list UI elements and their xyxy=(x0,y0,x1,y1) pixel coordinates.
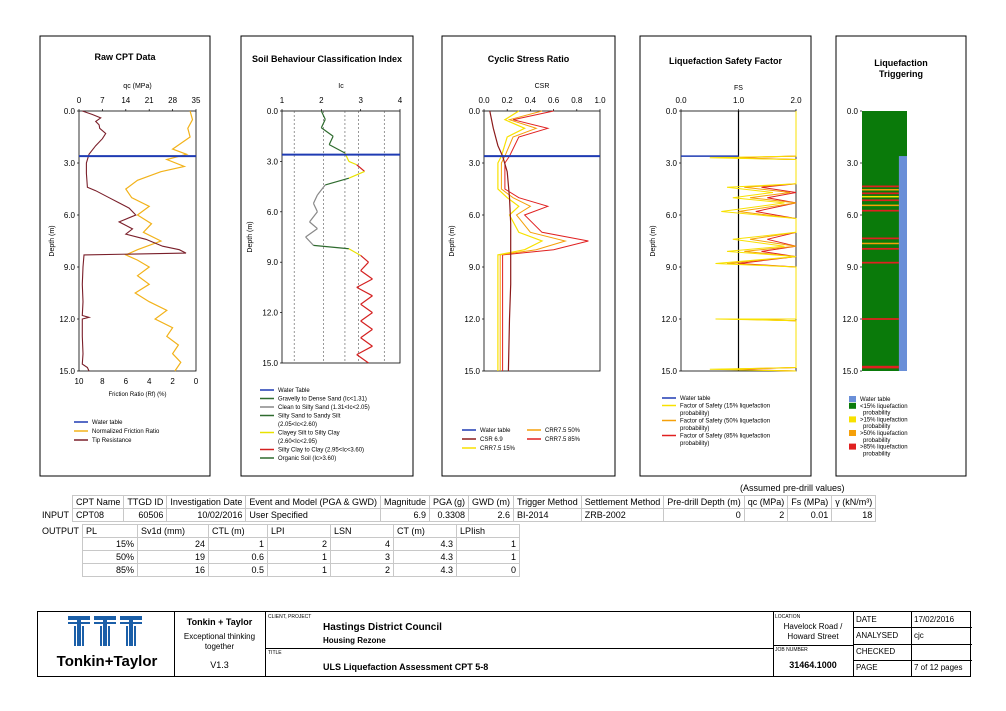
top-axis-label: FS xyxy=(734,85,743,92)
tagline-line2: together xyxy=(204,642,235,651)
input-value-cell: 18 xyxy=(832,509,876,522)
ic-segment xyxy=(310,212,318,222)
legend-item-ic: Clean to Silty Sand (1.31<Ic<2.05) xyxy=(278,405,370,411)
ic-segment xyxy=(361,262,369,270)
ic-segment xyxy=(357,165,365,172)
logo-text: Tonkin+Taylor xyxy=(56,653,158,670)
plot-area xyxy=(79,111,196,371)
date-value: 17/02/2016 xyxy=(914,615,955,624)
spacer-cell xyxy=(39,496,73,509)
input-value-cell: BI-2014 xyxy=(514,509,582,522)
depth-axis-label: Depth (m) xyxy=(247,221,254,253)
triggering-band xyxy=(862,243,899,245)
legend-item-trigger: <15% liquefaction xyxy=(860,403,908,410)
input-value-cell: 0 xyxy=(664,509,745,522)
output-table xyxy=(39,524,520,577)
triggering-band xyxy=(862,238,899,240)
output-row-label: OUTPUT xyxy=(42,526,79,536)
legend-item-trigger: Water table xyxy=(860,397,891,403)
fs50-line xyxy=(721,111,796,371)
input-value-cell: 6.9 xyxy=(380,509,429,522)
top-axis-label: qc (MPa) xyxy=(123,83,152,90)
ic-segment xyxy=(361,255,369,262)
ic-segment xyxy=(361,321,373,329)
triggering-band xyxy=(862,199,899,201)
output-header-cell: LPI xyxy=(268,525,331,538)
company-name: Tonkin + Taylor xyxy=(186,617,253,627)
location-line1: Havelock Road / xyxy=(783,622,843,631)
legend-crr50: CRR7.5 50% xyxy=(545,428,581,434)
top-tick-label: 14 xyxy=(121,96,131,105)
legend-item-ic: (2.05<Ic<2.60) xyxy=(278,422,318,428)
triggering-band xyxy=(862,248,899,250)
output-value-cell: 19 xyxy=(138,551,209,564)
depth-tick-label: 3.0 xyxy=(63,159,75,168)
input-header-cell: Settlement Method xyxy=(581,496,664,509)
output-header-cell: Sv1d (mm) xyxy=(138,525,209,538)
crr15-line xyxy=(498,111,542,371)
depth-tick-label: 12.0 xyxy=(464,315,480,324)
top-tick-label: 0.6 xyxy=(548,96,560,105)
legend-item-ic: Silty Clay to Clay (2.95<Ic<3.60) xyxy=(278,447,365,454)
depth-tick-label: 6.0 xyxy=(266,207,278,217)
depth-axis-label: Depth (m) xyxy=(650,225,657,257)
depth-tick-label: 9.0 xyxy=(266,258,278,268)
legend-tip-resistance: Tip Resistance xyxy=(92,438,132,444)
output-value-cell: 4.3 xyxy=(394,551,457,564)
triggering-band xyxy=(862,189,899,191)
depth-tick-label: 0.0 xyxy=(665,107,677,116)
bottom-tick-label: 4 xyxy=(146,377,152,386)
output-value-cell: 1 xyxy=(268,551,331,564)
bottom-tick-label: 0 xyxy=(193,377,199,386)
output-header-cell: CT (m) xyxy=(394,525,457,538)
legend-item-trigger-swatch xyxy=(849,403,856,409)
legend-crr15: CRR7.5 15% xyxy=(480,446,516,452)
output-row xyxy=(39,538,520,551)
output-value-cell: 4.3 xyxy=(394,564,457,577)
output-value-cell: 4.3 xyxy=(394,538,457,551)
tonkin-taylor-logo xyxy=(60,614,152,652)
spacer-cell xyxy=(39,538,83,551)
ic-segment xyxy=(329,145,345,153)
input-value-cell: 10/02/2016 xyxy=(167,509,246,522)
ic-segment xyxy=(325,178,349,185)
input-header-cell: Pre-drill Depth (m) xyxy=(664,496,745,509)
ic-segment xyxy=(361,304,373,312)
legend-item-trigger-swatch xyxy=(849,396,856,402)
legend-item-fs: probability) xyxy=(680,441,710,447)
title-label: TITLE xyxy=(268,650,282,656)
bottom-tick-label: 8 xyxy=(100,377,105,386)
depth-tick-label: 12.0 xyxy=(59,315,75,324)
depth-tick-label: 3.0 xyxy=(846,159,858,168)
ic-segment xyxy=(313,203,317,211)
bottom-tick-label: 2 xyxy=(170,377,175,386)
input-header-cell: γ (kN/m³) xyxy=(832,496,876,509)
water-table-bar xyxy=(899,156,907,371)
legend-item-fs: probability) xyxy=(680,426,710,432)
triggering-band xyxy=(862,205,899,207)
legend-item-fs: Factor of Safety (50% liquefaction xyxy=(680,418,771,425)
depth-tick-label: 15.0 xyxy=(661,367,677,376)
output-value-cell: 4 xyxy=(331,538,394,551)
panel-title: Cyclic Stress Ratio xyxy=(487,54,570,64)
panel-title: Liquefaction Safety Factor xyxy=(668,56,783,66)
input-header-cell: GWD (m) xyxy=(469,496,514,509)
output-value-cell: 2 xyxy=(331,564,394,577)
ic-segment xyxy=(349,161,357,164)
depth-tick-label: 9.0 xyxy=(468,263,480,272)
output-value-cell: 0.5 xyxy=(209,564,268,577)
legend-item-trigger-swatch xyxy=(849,416,856,422)
depth-tick-label: 6.0 xyxy=(468,211,480,220)
top-tick-label: 0.0 xyxy=(675,96,687,105)
input-row-label: INPUT xyxy=(42,510,69,520)
output-header-cell: PL xyxy=(83,525,138,538)
depth-tick-label: 9.0 xyxy=(846,263,858,272)
legend-item-trigger-swatch xyxy=(849,444,856,450)
crr85-line xyxy=(503,111,589,371)
top-tick-label: 1 xyxy=(279,96,285,105)
top-tick-label: 0.8 xyxy=(571,96,583,105)
ic-segment xyxy=(361,313,373,321)
output-row xyxy=(39,564,520,577)
output-value-cell: 2 xyxy=(268,538,331,551)
ic-segment xyxy=(306,237,314,245)
ic-segment xyxy=(310,222,318,229)
job-number: 31464.1000 xyxy=(789,660,837,670)
tip-resistance-line xyxy=(82,111,186,371)
page-value: 7 of 12 pages xyxy=(914,663,963,672)
top-tick-label: 0.4 xyxy=(524,96,536,105)
ic-segment xyxy=(313,195,317,203)
input-header-cell: CPT Name xyxy=(73,496,124,509)
top-axis-label: Ic xyxy=(338,83,344,90)
crr50-line xyxy=(500,111,565,371)
legend-item-trigger: >50% liquefaction xyxy=(860,431,908,437)
input-value-cell: 60506 xyxy=(124,509,167,522)
output-value-cell: 1 xyxy=(268,564,331,577)
output-value-cell: 0 xyxy=(457,564,520,577)
input-value-cell: ZRB-2002 xyxy=(581,509,664,522)
legend-item-trigger: >85% liquefaction xyxy=(860,444,908,451)
output-value-cell: 1 xyxy=(209,538,268,551)
output-value-cell: 50% xyxy=(83,551,138,564)
input-value-cell: User Specified xyxy=(246,509,381,522)
legend-item-ic: Water Table xyxy=(278,388,310,394)
ic-segment xyxy=(306,229,318,237)
top-tick-label: 1.0 xyxy=(732,96,745,105)
legend-item-ic: Gravelly to Dense Sand (Ic<1.31) xyxy=(278,396,367,403)
top-tick-label: 28 xyxy=(168,96,178,105)
spacer-cell xyxy=(39,551,83,564)
input-value-cell: 0.3308 xyxy=(429,509,468,522)
depth-tick-label: 0.0 xyxy=(468,107,480,116)
fs15-line xyxy=(710,111,796,371)
depth-tick-label: 3.0 xyxy=(468,159,480,168)
spacer-cell xyxy=(39,564,83,577)
project-name: Housing Rezone xyxy=(323,636,386,645)
title-block xyxy=(37,611,971,677)
client-name: Hastings District Council xyxy=(323,622,442,633)
bottom-tick-label: 6 xyxy=(123,377,129,386)
ic-segment xyxy=(361,329,373,337)
location-line2: Howard Street xyxy=(787,632,839,641)
output-value-cell: 1 xyxy=(457,538,520,551)
legend-item-fs: probability) xyxy=(680,411,710,417)
top-tick-label: 4 xyxy=(397,96,403,105)
legend-item-trigger-swatch xyxy=(849,430,856,436)
sheet-title: ULS Liquefaction Assessment CPT 5-8 xyxy=(323,662,489,672)
triggering-band xyxy=(862,192,899,194)
output-row xyxy=(39,551,520,564)
depth-tick-label: 0.0 xyxy=(846,107,858,116)
ic-segment xyxy=(357,287,373,295)
top-tick-label: 0.2 xyxy=(501,96,513,105)
legend-item-ic: (2.60<Ic<2.95) xyxy=(278,439,318,445)
triggering-band xyxy=(862,196,899,198)
depth-tick-label: 0.0 xyxy=(266,107,278,116)
legend-item-ic: Clayey Silt to Silty Clay xyxy=(278,430,340,437)
tagline-line1: Exceptional thinking xyxy=(183,632,256,641)
top-tick-label: 1.0 xyxy=(594,96,606,105)
depth-tick-label: 12.0 xyxy=(262,308,278,318)
top-tick-label: 7 xyxy=(100,96,105,105)
input-header-cell: Trigger Method xyxy=(514,496,582,509)
depth-tick-label: 15.0 xyxy=(464,367,480,376)
legend-item-ic: Silty Sand to Sandy Silt xyxy=(278,413,341,420)
top-tick-label: 2 xyxy=(319,96,324,105)
ic-segment xyxy=(357,279,373,287)
input-value-cell: 2 xyxy=(744,509,788,522)
depth-tick-label: 12.0 xyxy=(842,315,858,324)
plot-area xyxy=(282,111,400,363)
depth-tick-label: 15.0 xyxy=(262,359,278,368)
panel-title: Soil Behaviour Classification Index xyxy=(251,54,403,64)
legend-item-trigger: probability xyxy=(863,437,891,444)
ic-segment xyxy=(313,245,348,248)
output-header-cell: CTL (m) xyxy=(209,525,268,538)
panel-title: Raw CPT Data xyxy=(94,52,156,62)
input-header-cell: Magnitude xyxy=(380,496,429,509)
depth-tick-label: 6.0 xyxy=(846,211,858,220)
top-tick-label: 35 xyxy=(191,96,201,105)
input-header-cell: Investigation Date xyxy=(167,496,246,509)
legend-crr85: CRR7.5 85% xyxy=(545,437,581,443)
output-value-cell: 1 xyxy=(457,551,520,564)
legend-item-fs: Factor of Safety (15% liquefaction xyxy=(680,403,771,410)
input-value-cell: 2.6 xyxy=(469,509,514,522)
ic-segment xyxy=(361,296,373,304)
legend-water-table: Water table xyxy=(480,428,511,434)
triggering-band xyxy=(862,210,899,212)
output-value-cell: 85% xyxy=(83,564,138,577)
ic-segment xyxy=(329,136,333,144)
depth-tick-label: 9.0 xyxy=(665,263,677,272)
panel-title-line2: Triggering xyxy=(878,69,924,79)
legend-item-trigger: probability xyxy=(863,410,891,417)
location-label: LOCATION xyxy=(775,614,801,620)
panel-title: Liquefaction xyxy=(874,58,928,68)
depth-tick-label: 9.0 xyxy=(63,263,75,272)
input-table xyxy=(39,495,876,522)
legend-item-trigger: >15% liquefaction xyxy=(860,417,908,424)
depth-tick-label: 6.0 xyxy=(665,211,677,220)
job-label: JOB NUMBER xyxy=(775,647,808,653)
top-tick-label: 2.0 xyxy=(790,96,802,105)
input-value-cell: 0.01 xyxy=(788,509,832,522)
output-value-cell: 16 xyxy=(138,564,209,577)
version: V1.3 xyxy=(210,660,229,670)
client-label: CLIENT, PROJECT xyxy=(268,614,312,620)
triggering-band xyxy=(862,262,899,264)
ic-segment xyxy=(357,355,369,363)
output-value-cell: 15% xyxy=(83,538,138,551)
legend-friction-ratio: Normalized Friction Ratio xyxy=(92,429,160,435)
analysed-label: ANALYSED xyxy=(856,631,899,640)
top-tick-label: 0 xyxy=(76,96,82,105)
legend-item-fs: Factor of Safety (85% liquefaction xyxy=(680,433,771,440)
depth-tick-label: 12.0 xyxy=(661,315,677,324)
top-tick-label: 0.0 xyxy=(478,96,490,105)
ic-segment xyxy=(349,171,365,178)
output-header-row xyxy=(39,525,520,538)
checked-label: CHECKED xyxy=(856,647,896,656)
input-header-cell: PGA (g) xyxy=(429,496,468,509)
input-header-cell: Fs (MPa) xyxy=(788,496,832,509)
depth-tick-label: 3.0 xyxy=(665,159,677,168)
output-value-cell: 24 xyxy=(138,538,209,551)
output-header-cell: LSN xyxy=(331,525,394,538)
triggering-band xyxy=(862,186,899,188)
depth-tick-label: 15.0 xyxy=(842,367,858,376)
depth-tick-label: 6.0 xyxy=(63,211,75,220)
legend-item-ic: Organic Soil (Ic>3.60) xyxy=(278,456,337,462)
ic-segment xyxy=(361,338,373,346)
output-header-cell: LPIish xyxy=(457,525,520,538)
page-label: PAGE xyxy=(856,663,878,672)
input-header-cell: qc (MPa) xyxy=(744,496,788,509)
input-header-row xyxy=(39,496,876,509)
input-value-row xyxy=(39,509,876,522)
legend-item-trigger: probability xyxy=(863,451,891,458)
analysed-value: cjc xyxy=(914,631,924,640)
input-header-cell: TTGD ID xyxy=(124,496,167,509)
output-value-cell: 0.6 xyxy=(209,551,268,564)
friction-ratio-line xyxy=(126,111,193,371)
bottom-axis-label: Friction Ratio (Rf) (%) xyxy=(108,392,167,398)
legend-water-table: Water table xyxy=(92,420,123,426)
legend-csr: CSR 6.9 xyxy=(480,437,503,443)
triggering-band xyxy=(862,318,899,320)
top-tick-label: 21 xyxy=(144,96,154,105)
depth-tick-label: 3.0 xyxy=(266,157,278,167)
bottom-tick-label: 10 xyxy=(74,377,84,386)
input-header-cell: Event and Model (PGA & GWD) xyxy=(246,496,381,509)
depth-axis-label: Depth (m) xyxy=(449,225,456,257)
legend-item-trigger: probability xyxy=(863,424,891,431)
date-label: DATE xyxy=(856,615,877,624)
depth-axis-label: Depth (m) xyxy=(49,225,56,257)
ic-segment xyxy=(357,346,373,354)
top-axis-label: CSR xyxy=(534,83,550,90)
depth-tick-label: 15.0 xyxy=(59,367,75,376)
assumed-note: (Assumed pre-drill values) xyxy=(740,483,845,493)
output-value-cell: 3 xyxy=(331,551,394,564)
input-value-cell: CPT08 xyxy=(73,509,124,522)
ic-segment xyxy=(317,185,325,195)
legend-item-fs: Water table xyxy=(680,396,711,402)
depth-tick-label: 0.0 xyxy=(63,107,75,116)
triggering-band xyxy=(862,366,899,369)
ic-segment xyxy=(361,271,373,279)
top-tick-label: 3 xyxy=(358,96,363,105)
